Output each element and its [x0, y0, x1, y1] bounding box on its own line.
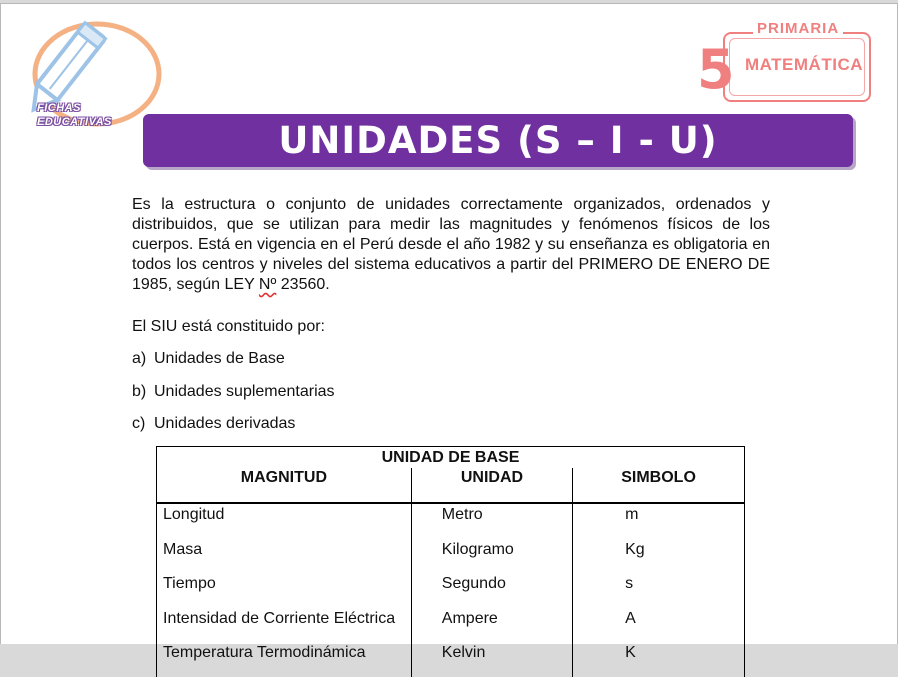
grade-subject-logo: [697, 18, 879, 106]
grade-number: 5: [697, 38, 735, 101]
title-banner: [143, 114, 853, 167]
header-magnitud: MAGNITUD: [157, 468, 412, 503]
intro-paragraph: [132, 195, 770, 295]
table-row: Masa Kilogramo Kg: [157, 539, 745, 574]
table-row: Temperatura Termodinámica Kelvin K: [157, 642, 745, 677]
page-title: UNIDADES (S – I - U): [278, 119, 718, 162]
table-title: UNIDAD DE BASE: [157, 447, 745, 469]
level-label: PRIMARIA: [753, 20, 843, 37]
logo-left-line-1: FICHAS: [37, 102, 81, 114]
intro-text: Es la estructura o conjunto de unidades correctamente organizados, ordenados y distribuidos, que se utilizan para medir las magnitudes y fenómenos físicos de los cuerpos. Está en vigencia en el Perú desde el año 1982 y su enseñanza es obligatoria en todos los centros y niveles del sistema educativos a partir del PRIMERO DE ENERO DE 1985, según LEY: [132, 196, 770, 293]
table-row: Longitud Metro m: [157, 503, 745, 539]
law-number-mark: Nº: [258, 276, 277, 293]
list-item: c) Unidades derivadas: [132, 415, 296, 432]
intro-text-end: 23560.: [276, 276, 330, 293]
table-row: Tiempo Segundo s: [157, 573, 745, 608]
siu-line: El SIU está constituido por:: [132, 318, 325, 335]
list-item: a) Unidades de Base: [132, 350, 285, 367]
header-simbolo: SIMBOLO: [573, 468, 745, 503]
header-unidad: UNIDAD: [411, 468, 572, 503]
table-row: Intensidad de Corriente Eléctrica Ampere A: [157, 608, 745, 643]
document-page: [0, 3, 898, 662]
base-units-table: [156, 446, 745, 677]
subject-label: MATEMÁTICA: [745, 55, 863, 74]
list-item: b) Unidades suplementarias: [132, 383, 335, 400]
logo-left-line-2: EDUCATIVAS: [37, 116, 112, 128]
